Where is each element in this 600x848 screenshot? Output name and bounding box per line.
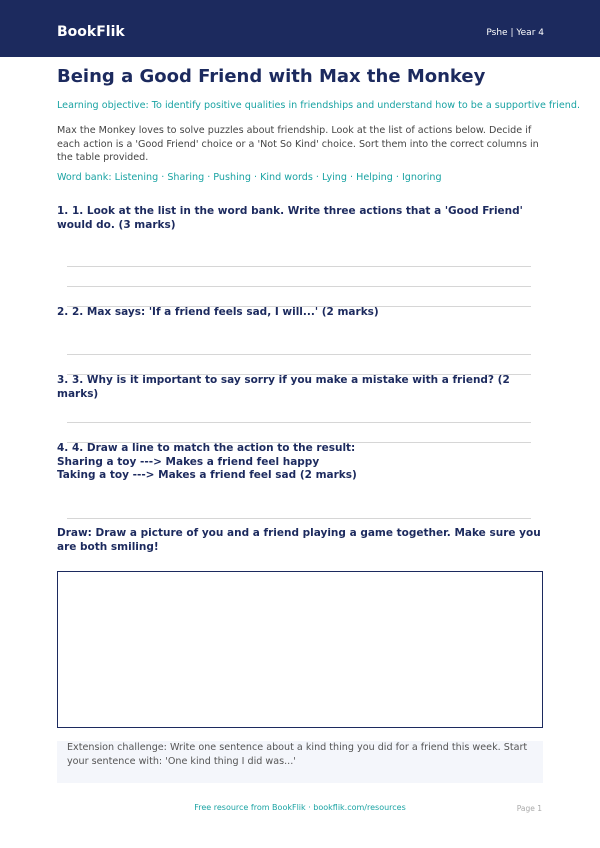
answer-line[interactable] <box>67 286 531 287</box>
brand-logo: BookFlik <box>57 24 125 40</box>
answer-line[interactable] <box>67 518 531 519</box>
subject-year-label: Pshe | Year 4 <box>486 28 544 38</box>
page-number: Page 1 <box>516 804 542 813</box>
answer-line[interactable] <box>67 422 531 423</box>
question-3: 3. 3. Why is it important to say sorry if you make a mistake with a friend? (2 marks) <box>57 374 510 400</box>
draw-prompt: Draw: Draw a picture of you and a friend playing a game together. Make sure you are both smiling! <box>57 527 541 553</box>
learning-objective: Learning objective: To identify positive qualities in friendships and understand how to be a supportive friend. <box>57 100 581 111</box>
extension-text: Extension challenge: Write one sentence about a kind thing you did for a friend this week. Start your sentence with: 'One kind thing I did was...' <box>67 742 528 767</box>
extension-challenge-box <box>57 741 543 783</box>
answer-line[interactable] <box>67 266 531 267</box>
intro-text: Max the Monkey loves to solve puzzles about friendship. Look at the list of actions below. Decide if each action is a 'Good Friend' choice or a 'Not So Kind' choice. Sort them into the correct columns in the table provided. <box>57 125 539 163</box>
question-2: 2. 2. Max says: 'If a friend feels sad, I will...' (2 marks) <box>57 306 379 318</box>
question-4: 4. 4. Draw a line to match the action to the result: Sharing a toy ---> Makes a friend feel happy Taking a toy ---> Makes a friend feel sad (2 marks) <box>57 442 357 481</box>
footer-text: Free resource from BookFlik · bookflik.com/resources <box>194 803 406 812</box>
page-title: Being a Good Friend with Max the Monkey <box>57 66 486 87</box>
answer-line[interactable] <box>67 354 531 355</box>
header-bar <box>0 0 600 57</box>
question-1: 1. 1. Look at the list in the word bank. Write three actions that a 'Good Friend' would do. (3 marks) <box>57 205 523 231</box>
word-bank: Word bank: Listening · Sharing · Pushing · Kind words · Lying · Helping · Ignoring <box>57 172 442 183</box>
drawing-box[interactable] <box>57 571 543 728</box>
